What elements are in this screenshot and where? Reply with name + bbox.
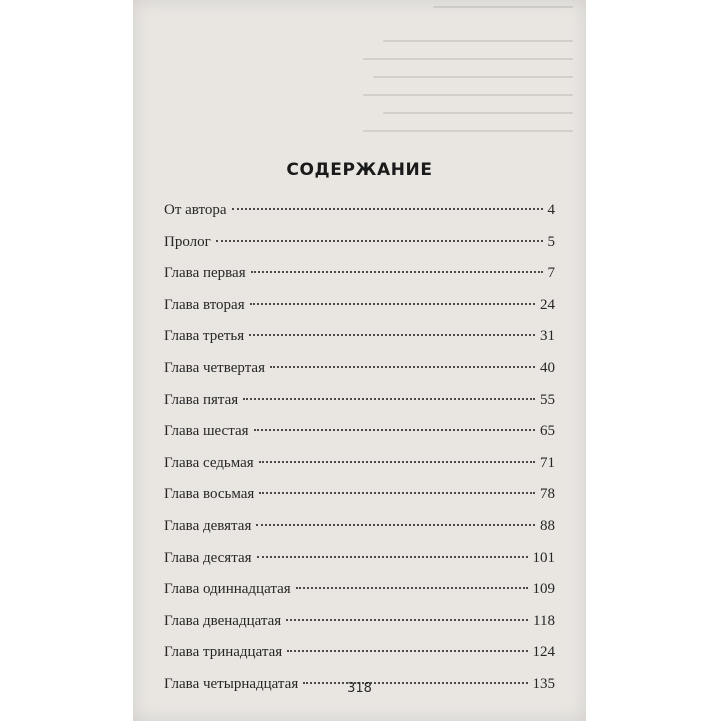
toc-entry (164, 360, 555, 392)
toc-entry-page: 109 (532, 581, 555, 598)
toc-entry-title: От автора (164, 202, 227, 218)
table-of-contents (164, 202, 555, 708)
toc-entry-page: 4 (547, 202, 555, 218)
toc-entry-title: Глава девятая (164, 517, 252, 534)
toc-entry-page: 5 (547, 233, 555, 250)
toc-entry-title: Пролог (164, 233, 211, 250)
dot-leader (257, 556, 528, 558)
toc-entry-page: 7 (547, 265, 555, 282)
toc-entry-title: Глава тринадцатая (164, 644, 283, 661)
toc-entry-page: 78 (540, 486, 555, 503)
toc-entry-title: Глава вторая (164, 296, 245, 313)
dot-leader (251, 271, 543, 273)
toc-entry (164, 297, 555, 329)
toc-entry (164, 550, 555, 582)
toc-entry (164, 423, 555, 455)
toc-entry-page: 24 (540, 296, 555, 313)
dot-leader (243, 398, 535, 400)
page-number: 318 (347, 681, 372, 696)
dot-leader (250, 303, 535, 305)
toc-entry-title: Глава первая (164, 265, 246, 282)
dot-leader (286, 619, 528, 621)
show-through-text (133, 0, 586, 140)
toc-entry (164, 581, 555, 613)
toc-entry-title: Глава двенадцатая (164, 612, 282, 629)
toc-entry-page: 124 (532, 644, 555, 661)
toc-entry (164, 486, 555, 518)
toc-entry-title: Глава десятая (164, 549, 252, 566)
book-page (133, 0, 586, 721)
dot-leader (270, 366, 535, 368)
toc-entry-title: Глава пятая (164, 391, 239, 408)
toc-entry-page: 101 (532, 549, 555, 566)
toc-entry-title: Глава шестая (164, 423, 249, 440)
toc-entry-title: Глава седьмая (164, 454, 254, 471)
toc-entry-page: 65 (540, 423, 555, 440)
toc-heading: СОДЕРЖАНИЕ (286, 160, 433, 180)
dot-leader (256, 524, 535, 526)
toc-entry (164, 234, 555, 266)
toc-entry-page: 40 (540, 359, 555, 376)
toc-entry-title: Глава третья (164, 328, 245, 345)
toc-entry-page: 135 (532, 675, 555, 692)
toc-entry-page: 71 (540, 454, 555, 471)
toc-entry (164, 265, 555, 297)
dot-leader (232, 208, 543, 210)
toc-entry-page: 88 (540, 517, 555, 534)
toc-entry-title: Глава четырнадцатая (164, 675, 299, 692)
toc-entry-page: 55 (540, 391, 555, 408)
dot-leader (287, 650, 527, 652)
toc-entry (164, 328, 555, 360)
toc-entry (164, 518, 555, 550)
toc-entry (164, 644, 555, 676)
dot-leader (254, 429, 535, 431)
dot-leader (259, 461, 535, 463)
toc-entry-page: 31 (540, 328, 555, 345)
toc-entry (164, 613, 555, 645)
dot-leader (216, 240, 543, 242)
toc-entry (164, 202, 555, 234)
toc-entry (164, 392, 555, 424)
dot-leader (296, 587, 528, 589)
toc-entry-title: Глава восьмая (164, 486, 255, 503)
dot-leader (249, 334, 535, 336)
toc-entry-title: Глава четвертая (164, 359, 265, 376)
toc-entry-page: 118 (533, 612, 555, 629)
toc-entry (164, 455, 555, 487)
dot-leader (259, 492, 535, 494)
toc-entry-title: Глава одиннадцатая (164, 581, 291, 598)
